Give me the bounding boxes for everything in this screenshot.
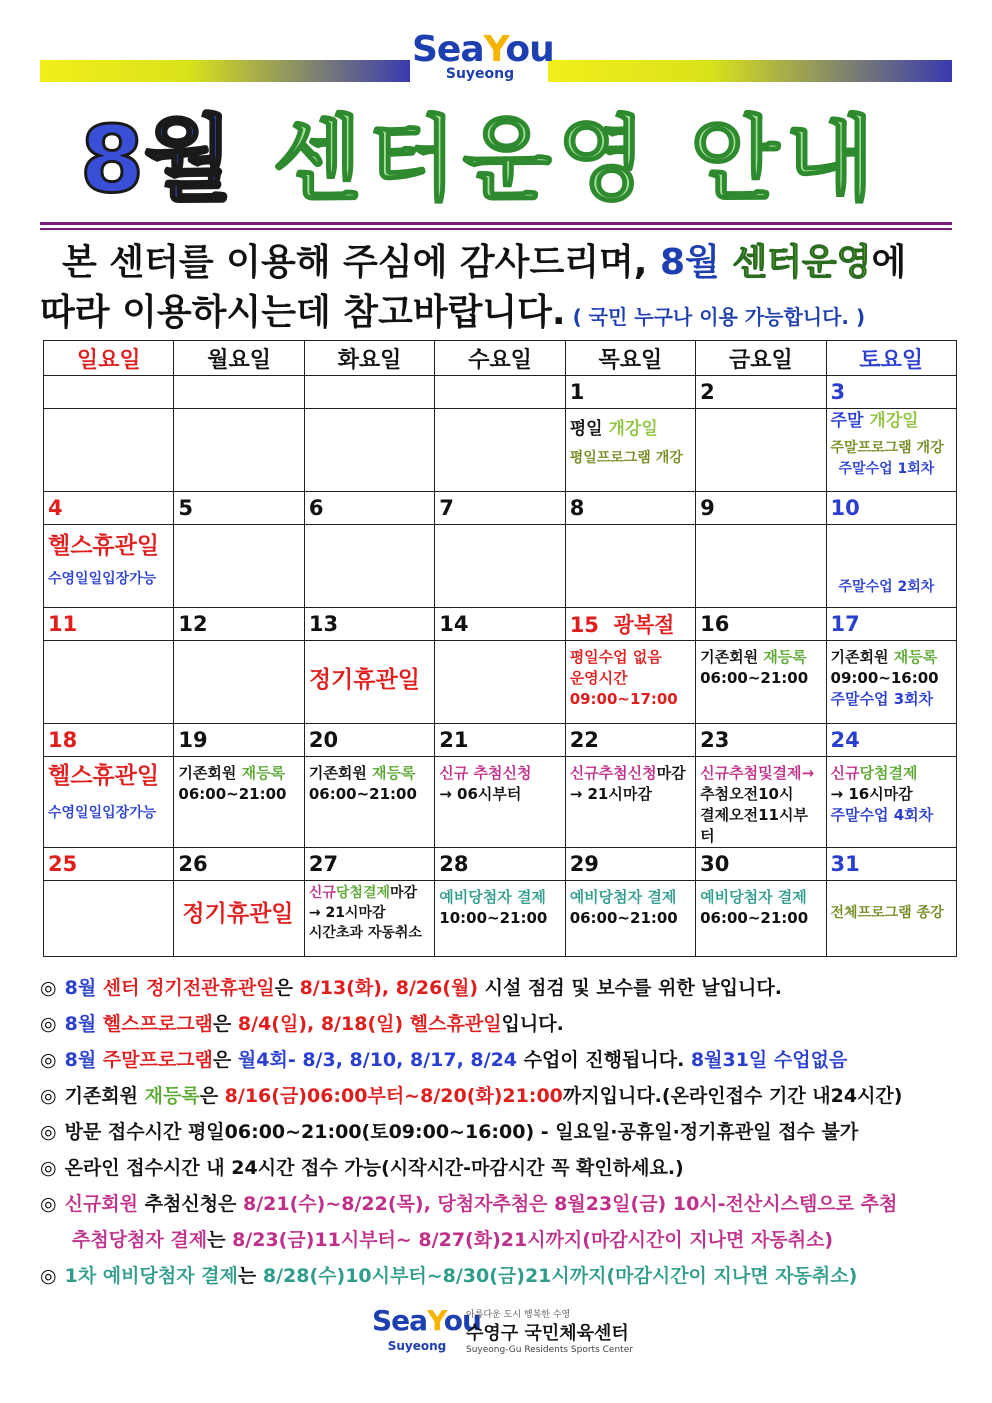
- date-cell: 6: [304, 492, 434, 525]
- event-text: 평일프로그램 개강: [569, 450, 683, 466]
- day-events: [44, 525, 174, 608]
- notice-text: 8/13(화), 8/26(월): [299, 977, 479, 999]
- logo-word-part: Y: [483, 29, 506, 70]
- intro-month: 8월: [659, 242, 720, 283]
- day-events: [435, 525, 565, 608]
- date-cell: 5: [174, 492, 304, 525]
- weekday-header: 화요일: [304, 341, 434, 376]
- notice-text: 온라인 접수시간 내 24시간 접수 가능(시작시간-마감시간 꼭 확인하세요.): [64, 1157, 684, 1179]
- intro-note: ( 국민 누구나 이용 가능합니다. ): [565, 305, 866, 329]
- logo-subtitle: Suyeong: [445, 66, 515, 82]
- day-events: [696, 641, 826, 724]
- date-cell: 18: [44, 724, 174, 757]
- event-text: → 06시부터: [439, 785, 522, 803]
- event-text: 예비당첨자 결제: [569, 888, 677, 906]
- event-text: 06:00~21:00: [308, 785, 417, 803]
- date-cell: [565, 608, 695, 641]
- day-events: [44, 409, 174, 492]
- event-text: 재등록: [763, 648, 807, 666]
- date-cell: 22: [565, 724, 695, 757]
- date-number: 15: [569, 613, 599, 637]
- event-text: 09:00~16:00: [830, 669, 939, 687]
- day-events: [565, 757, 695, 848]
- event-text: 06:00~21:00: [700, 909, 809, 927]
- event-text: 신규: [830, 764, 860, 782]
- date-cell: 10: [826, 492, 956, 525]
- date-cell: 11: [44, 608, 174, 641]
- date-cell: 8: [565, 492, 695, 525]
- date-cell: 31: [826, 848, 956, 881]
- event-text: 재등록: [372, 764, 416, 782]
- event-text: 주말수업 1회차: [838, 461, 935, 477]
- notice-text: 8/23(금)11시부터~ 8/27(화)21시까지(마감시간이 지나면 자동취소): [232, 1229, 834, 1251]
- event-text: 신규추첨및결제→: [700, 764, 815, 782]
- intro-text: 따라 이용하시는데 참고바랍니다.: [40, 292, 566, 333]
- logo-word-part: ou: [443, 1304, 481, 1337]
- notice-item: [40, 1006, 952, 1042]
- day-events: [696, 881, 826, 957]
- footer-logo: [372, 1305, 632, 1365]
- event-text: 주말: [830, 411, 864, 431]
- date-cell: 29: [565, 848, 695, 881]
- event-text: 기존회원: [308, 764, 367, 782]
- day-events: [174, 757, 304, 848]
- day-events: [304, 525, 434, 608]
- notice-text: 까지입니다.(온라인접수 기간 내24시간): [562, 1085, 903, 1107]
- notice-text: 신규회원: [64, 1193, 139, 1215]
- bullet-icon: ◎: [40, 977, 57, 999]
- day-events: [696, 757, 826, 848]
- event-text: 신규추첨신청: [569, 764, 657, 782]
- notice-text: 8월: [64, 1049, 97, 1071]
- title-text: 센터운영 안내: [272, 106, 881, 213]
- footer-logo-subtitle: Suyeong: [387, 1339, 447, 1353]
- logo-word-part: a: [409, 1304, 428, 1337]
- notice-text: 8/28(수)10시부터~8/30(금)21시까지(마감시간이 지나면 자동취소): [262, 1265, 858, 1287]
- weekday-header: 금요일: [696, 341, 826, 376]
- date-cell: [304, 376, 434, 409]
- weekday-header: 목요일: [565, 341, 695, 376]
- event-text: 개강일: [608, 419, 658, 439]
- day-events: [826, 409, 956, 492]
- notice-item: [40, 1078, 952, 1114]
- weekday-header: 토요일: [826, 341, 956, 376]
- event-text: 기존회원: [178, 764, 237, 782]
- event-text: 정기휴관일: [308, 667, 420, 693]
- day-events: [565, 525, 695, 608]
- event-text: 시간초과 자동취소: [308, 925, 422, 941]
- event-text: 수영일일입장가능: [48, 571, 157, 587]
- date-cell: 25: [44, 848, 174, 881]
- bullet-icon: ◎: [40, 1157, 57, 1179]
- day-events: [826, 881, 956, 957]
- notice-text: 기존회원: [64, 1085, 145, 1107]
- event-text: 수영일일입장가능: [48, 805, 157, 821]
- date-cell: 16: [696, 608, 826, 641]
- notice-text: 8/21(수)~8/22(목), 당첨자추첨은 8월23일(금) 10시-전산시스템으로 추첨: [243, 1193, 898, 1215]
- notice-list: [40, 970, 952, 1294]
- weekday-header: 수요일: [435, 341, 565, 376]
- event-text: 당첨결제: [335, 885, 391, 901]
- day-events: [174, 881, 304, 957]
- notice-text: 8월: [64, 977, 97, 999]
- intro-text: 에: [871, 242, 907, 283]
- event-text: 기존회원: [700, 648, 759, 666]
- event-text: 신규 추첨신청: [439, 764, 532, 782]
- divider: [40, 228, 952, 230]
- notice-text: 은: [212, 1049, 238, 1071]
- event-text: 기존회원: [830, 648, 889, 666]
- notice-text: 추첨신청은: [138, 1193, 244, 1215]
- day-events: [435, 881, 565, 957]
- date-cell: 17: [826, 608, 956, 641]
- notice-item: [40, 1258, 952, 1294]
- date-cell: 30: [696, 848, 826, 881]
- event-text: 주말수업 3회차: [830, 690, 934, 708]
- event-text: → 21시마감: [569, 785, 652, 803]
- holiday-label: 광복절: [613, 613, 675, 637]
- bullet-icon: ◎: [40, 1013, 57, 1035]
- event-text: 정기휴관일: [182, 901, 294, 927]
- event-text: 헬스휴관일: [48, 763, 160, 789]
- header-band-left: [40, 60, 410, 82]
- day-events: [44, 757, 174, 848]
- notice-text: 1차 예비당첨자 결제: [64, 1265, 238, 1287]
- header-band-right: [548, 60, 952, 82]
- date-cell: 23: [696, 724, 826, 757]
- weekday-header: 월요일: [174, 341, 304, 376]
- divider: [40, 222, 952, 225]
- day-events: [826, 525, 956, 608]
- event-text: 추첨오전10시: [700, 785, 794, 803]
- event-text: 10:00~21:00: [439, 909, 548, 927]
- notice-text: 방문 접수시간 평일06:00~21:00(토09:00~16:00) - 일요일·공휴일·정기휴관일 접수 불가: [64, 1121, 859, 1143]
- day-events: [696, 409, 826, 492]
- notice-text: 시설 점검 및 보수를 위한 날입니다.: [478, 977, 782, 999]
- notice-text: 8/4(일), 8/18(일) 헬스휴관일: [237, 1013, 502, 1035]
- date-cell: 12: [174, 608, 304, 641]
- day-events: [435, 641, 565, 724]
- notice-item: [40, 1114, 952, 1150]
- event-text: 마감: [390, 885, 418, 901]
- event-text: 헬스휴관일: [48, 533, 160, 559]
- notice-text: 8월31일 수업없음: [690, 1049, 848, 1071]
- event-text: 마감: [656, 764, 686, 782]
- date-cell: 20: [304, 724, 434, 757]
- notice-text: 주말프로그램: [96, 1049, 213, 1071]
- event-text: 결제오전11시부터: [700, 806, 808, 845]
- intro-paragraph: [40, 238, 952, 342]
- notice-text: 헬스프로그램: [96, 1013, 213, 1035]
- event-text: 예비당첨자 결제: [439, 888, 546, 906]
- event-text: 주말수업 4회차: [830, 806, 934, 824]
- day-events: [435, 409, 565, 492]
- notice-text: 는: [237, 1265, 263, 1287]
- logo-word-part: Se: [372, 1304, 410, 1337]
- notice-text: 는: [207, 1229, 233, 1251]
- date-cell: 14: [435, 608, 565, 641]
- event-text: → 21시마감: [308, 905, 386, 921]
- weekday-header: 일요일: [44, 341, 174, 376]
- intro-highlight: 센터운영: [732, 242, 872, 283]
- date-cell: [435, 376, 565, 409]
- event-text: 재등록: [893, 648, 938, 666]
- calendar-table: [43, 340, 957, 957]
- date-cell: [174, 376, 304, 409]
- notice-item: [40, 1186, 952, 1222]
- logo-word-part: Y: [427, 1304, 444, 1337]
- date-cell: 7: [435, 492, 565, 525]
- day-events: [696, 525, 826, 608]
- event-text: 평일: [569, 419, 603, 439]
- date-cell: 9: [696, 492, 826, 525]
- event-text: → 16시마감: [830, 785, 913, 803]
- date-cell: 1: [565, 376, 695, 409]
- event-text: 당첨결제: [859, 764, 918, 782]
- day-events: [565, 409, 695, 492]
- notice-item: [40, 1042, 952, 1078]
- notice-text: 입니다.: [501, 1013, 564, 1035]
- page-title: [80, 105, 920, 215]
- date-cell: 3: [826, 376, 956, 409]
- day-events: [304, 757, 434, 848]
- logo-word-part: Se: [412, 29, 461, 70]
- date-cell: 24: [826, 724, 956, 757]
- notice-text: 센터 정기전관휴관일: [96, 977, 275, 999]
- date-cell: 21: [435, 724, 565, 757]
- event-text: 06:00~21:00: [569, 909, 678, 927]
- day-events: [304, 641, 434, 724]
- day-events: [826, 757, 956, 848]
- notice-text: 수업이 진행됩니다.: [517, 1049, 691, 1071]
- intro-space: [720, 242, 733, 283]
- event-text: 신규: [308, 885, 336, 901]
- bullet-icon: ◎: [40, 1193, 57, 1215]
- bullet-icon: ◎: [40, 1049, 57, 1071]
- notice-item: [40, 1150, 952, 1186]
- date-cell: 27: [304, 848, 434, 881]
- event-text: 전체프로그램 종강: [830, 905, 944, 921]
- date-cell: 13: [304, 608, 434, 641]
- footer-logo-word: [372, 1304, 481, 1337]
- day-events: [826, 641, 956, 724]
- footer-english-name: Suyeong-Gu Residents Sports Center: [466, 1345, 633, 1355]
- event-text: 운영시간: [569, 669, 628, 687]
- day-events: [565, 881, 695, 957]
- day-events: [174, 525, 304, 608]
- bullet-icon: ◎: [40, 1085, 57, 1107]
- event-text: 예비당첨자 결제: [700, 888, 807, 906]
- logo-word-part: ou: [505, 29, 554, 70]
- notice-text: 은: [212, 1013, 238, 1035]
- day-events: [435, 757, 565, 848]
- notice-text: 8/16(금)06:00부터~8/20(화)21:00: [224, 1085, 563, 1107]
- date-cell: 28: [435, 848, 565, 881]
- footer-tagline: 아름다운 도시 행복한 수영: [466, 1310, 571, 1320]
- bullet-icon: ◎: [40, 1265, 57, 1287]
- day-events: [565, 641, 695, 724]
- event-text: 09:00~17:00: [569, 690, 678, 708]
- notice-item: [40, 1222, 952, 1258]
- notice-item: [40, 970, 952, 1006]
- notice-text: 은: [199, 1085, 225, 1107]
- date-cell: 2: [696, 376, 826, 409]
- notice-text: 은: [274, 977, 300, 999]
- day-events: [44, 881, 174, 957]
- seayou-logo: [412, 29, 554, 100]
- logo-word-part: a: [460, 29, 484, 70]
- date-cell: 4: [44, 492, 174, 525]
- day-events: [174, 641, 304, 724]
- intro-text: 본 센터를 이용해 주심에 감사드리며,: [62, 242, 660, 283]
- event-text: 주말수업 2회차: [838, 579, 935, 595]
- event-text: 개강일: [869, 411, 919, 431]
- notice-text: 재등록: [144, 1085, 200, 1107]
- event-text: 재등록: [241, 764, 286, 782]
- event-text: 06:00~21:00: [178, 785, 287, 803]
- event-text: 주말프로그램 개강: [830, 440, 944, 456]
- notice-text: 8월: [64, 1013, 97, 1035]
- day-events: [304, 881, 434, 957]
- day-events: [174, 409, 304, 492]
- day-events: [44, 641, 174, 724]
- footer-center-name: 수영구 국민체육센터: [466, 1323, 629, 1344]
- day-events: [304, 409, 434, 492]
- event-text: 평일수업 없음: [569, 648, 662, 666]
- date-cell: [44, 376, 174, 409]
- notice-text: 추첨당첨자 결제: [72, 1229, 208, 1251]
- notice-text: 월4회- 8/3, 8/10, 8/17, 8/24: [237, 1049, 518, 1071]
- date-cell: 19: [174, 724, 304, 757]
- bullet-icon: ◎: [40, 1121, 57, 1143]
- date-cell: 26: [174, 848, 304, 881]
- title-month: 8월: [80, 106, 233, 213]
- event-text: 06:00~21:00: [700, 669, 809, 687]
